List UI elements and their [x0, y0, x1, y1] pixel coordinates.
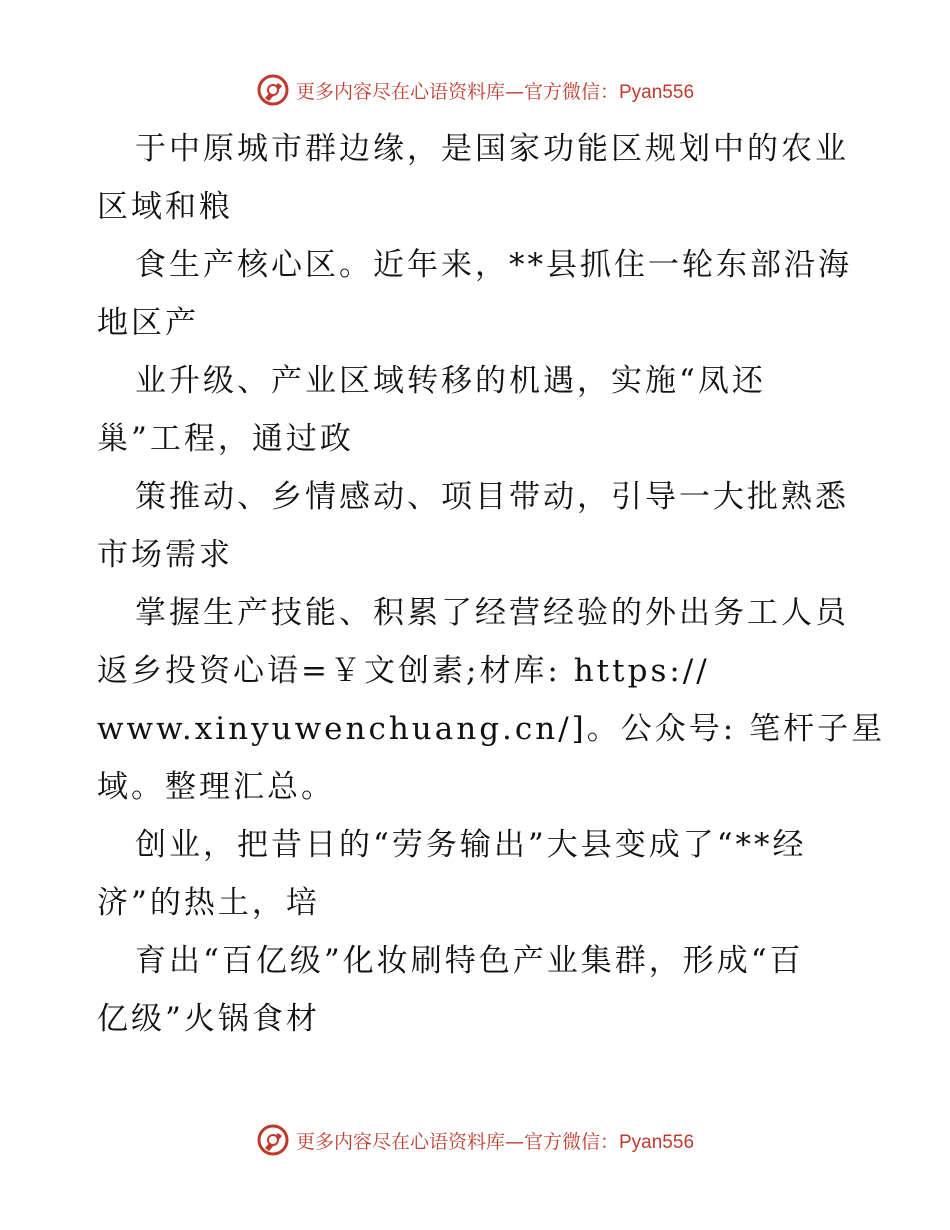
header-text [296, 77, 694, 104]
body-line: 区域和粮 [97, 189, 233, 225]
footer-site-text: 更多内容尽在心语资料库 [295, 1130, 505, 1153]
header-wechat-id: Pyan556 [619, 81, 695, 103]
body-line: 食生产核心区。近年来，**县抓住一轮东部沿海 [135, 247, 852, 283]
body-line: 策推动、乡情感动、项目带动，引导一大批熟悉 [135, 479, 849, 515]
pen-logo-icon [256, 73, 290, 107]
body-line-url: www.xinyuwenchuang.cn/]。公众号: 笔杆子星 [97, 711, 886, 747]
header-banner [0, 70, 950, 110]
footer-banner [0, 1120, 950, 1160]
header-separator: — [504, 80, 524, 103]
body-line: 域。整理汇总。 [97, 769, 335, 805]
footer-wechat-label: 官方微信： [523, 1130, 619, 1153]
body-line: 返乡投资心语=￥文创素;材库: https:// [97, 653, 710, 689]
header-wechat-label: 官方微信： [523, 80, 619, 103]
body-line: 巢”工程，通过政 [97, 421, 354, 457]
body-line: 育出“百亿级”化妆刷特色产业集群，形成“百 [135, 943, 804, 979]
body-line: 于中原城市群边缘，是国家功能区规划中的农业 [135, 131, 849, 167]
header-site-text: 更多内容尽在心语资料库 [295, 80, 505, 103]
body-line: 市场需求 [97, 537, 233, 573]
pen-logo-icon [256, 1123, 290, 1157]
footer-wechat-id: Pyan556 [619, 1131, 695, 1153]
footer-text [296, 1127, 694, 1154]
body-line: 济”的热土，培 [97, 885, 320, 921]
body-line: 地区产 [97, 305, 199, 341]
document-body [97, 120, 886, 1048]
body-line: 掌握生产技能、积累了经营经验的外出务工人员 [135, 595, 849, 631]
footer-separator: — [504, 1130, 524, 1153]
body-line: 亿级”火锅食材 [97, 1001, 320, 1037]
body-line: 业升级、产业区域转移的机遇，实施“凤还 [135, 363, 766, 399]
body-line: 创业，把昔日的“劳务输出”大县变成了“**经 [135, 827, 807, 863]
